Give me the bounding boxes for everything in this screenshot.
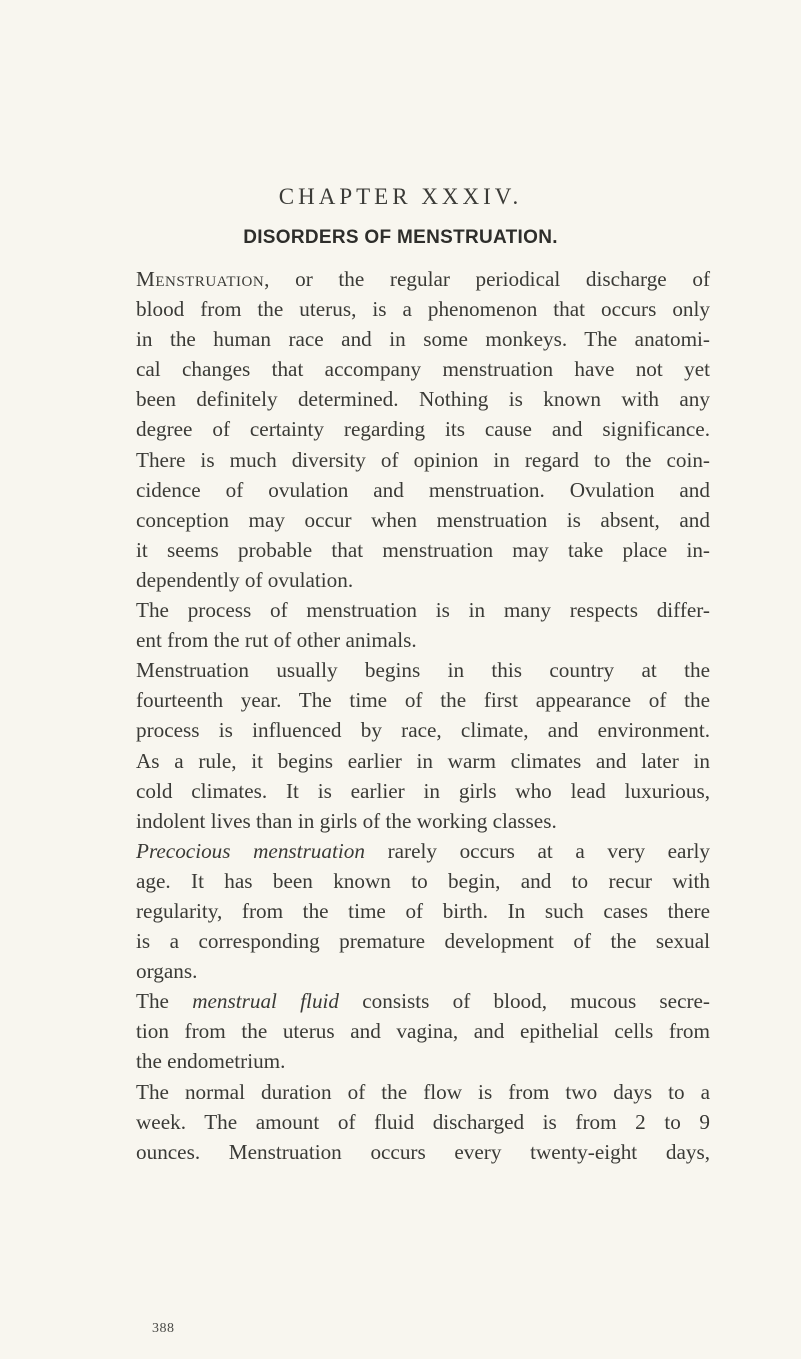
text-segment: fourteenth year. The time of the first appearance of the — [136, 688, 710, 713]
text-segment: The — [136, 989, 193, 1014]
text-line — [136, 1016, 710, 1046]
text-segment: The normal duration of the flow is from two days to a — [136, 1079, 710, 1104]
text-segment: organs. — [136, 959, 198, 984]
text-segment: ounces. Menstruation occurs every twenty-eight days, — [136, 1139, 710, 1164]
text-line — [136, 1137, 710, 1167]
text-line — [136, 776, 710, 806]
section-heading: DISORDERS OF MENSTRUATION. — [243, 227, 558, 248]
text-segment: cal changes that accompany menstruation have not yet — [136, 357, 710, 382]
text-line — [136, 715, 710, 745]
text-line — [136, 926, 710, 956]
text-segment: conception may occur when menstruation is absent, and — [136, 507, 710, 532]
text-line — [136, 986, 710, 1016]
text-segment: There is much diversity of opinion in regard to the coin- — [136, 447, 710, 472]
text-segment: The process of menstruation is in many respects differ- — [136, 598, 710, 623]
text-line — [136, 324, 710, 354]
text-segment: regularity, from the time of birth. In such cases there — [136, 898, 710, 923]
text-segment: process is influenced by race, climate, and environment. — [136, 718, 710, 743]
text-line — [136, 294, 710, 324]
text-segment: week. The amount of fluid discharged is from 2 to 9 — [136, 1109, 710, 1134]
text-segment: dependently of ovulation. — [136, 567, 354, 592]
text-line — [136, 475, 710, 505]
text-segment: it seems probable that menstruation may take place in- — [136, 537, 710, 562]
text-line — [136, 1077, 710, 1107]
text-segment: cold climates. It is earlier in girls who lead luxurious, — [136, 778, 710, 803]
text-segment: rarely occurs at a very early — [364, 838, 710, 863]
text-line — [136, 806, 710, 836]
text-line — [136, 505, 710, 535]
text-segment: blood from the uterus, is a phenomenon that occurs only — [136, 297, 710, 322]
body-text — [136, 264, 710, 1167]
text-segment: consists of blood, mucous secre- — [339, 989, 710, 1014]
text-line — [136, 625, 710, 655]
text-segment: in the human race and in some monkeys. The anatomi- — [136, 327, 710, 352]
text-segment: is a corresponding premature development of the sexual — [136, 929, 710, 954]
text-segment: age. It has been known to begin, and to recur with — [136, 868, 710, 893]
text-line — [136, 565, 710, 595]
text-segment: been definitely determined. Nothing is known with any — [136, 387, 710, 412]
text-line — [136, 535, 710, 565]
text-line — [136, 866, 710, 896]
text-line — [136, 896, 710, 926]
text-line — [136, 1107, 710, 1137]
text-segment: As a rule, it begins earlier in warm climates and later in — [136, 748, 710, 773]
text-line — [136, 836, 710, 866]
text-line — [136, 264, 710, 294]
italic-term: Precocious menstruation — [136, 838, 365, 863]
text-segment: indolent lives than in girls of the working classes. — [136, 808, 557, 833]
text-line — [136, 414, 710, 444]
text-line — [136, 655, 710, 685]
text-segment: cidence of ovulation and menstruation. Ovulation and — [136, 477, 710, 502]
text-line — [136, 1046, 710, 1076]
italic-term: menstrual fluid — [192, 989, 340, 1014]
text-line — [136, 384, 710, 414]
text-segment: , or the regular periodical discharge of — [264, 267, 710, 291]
text-segment: tion from the uterus and vagina, and epithelial cells from — [136, 1019, 710, 1044]
text-segment: ent from the rut of other animals. — [136, 628, 417, 653]
small-caps-lead: Menstruation — [136, 267, 265, 291]
text-segment: the endometrium. — [136, 1049, 286, 1074]
page-number: 388 — [152, 1321, 175, 1336]
text-line — [136, 354, 710, 384]
chapter-title: CHAPTER XXXIV. — [278, 184, 523, 209]
text-line — [136, 595, 710, 625]
text-line — [136, 746, 710, 776]
text-line — [136, 445, 710, 475]
text-segment: Menstruation usually begins in this country at the — [136, 658, 710, 683]
text-line — [136, 956, 710, 986]
text-segment: degree of certainty regarding its cause and significance. — [136, 417, 710, 442]
text-line — [136, 685, 710, 715]
